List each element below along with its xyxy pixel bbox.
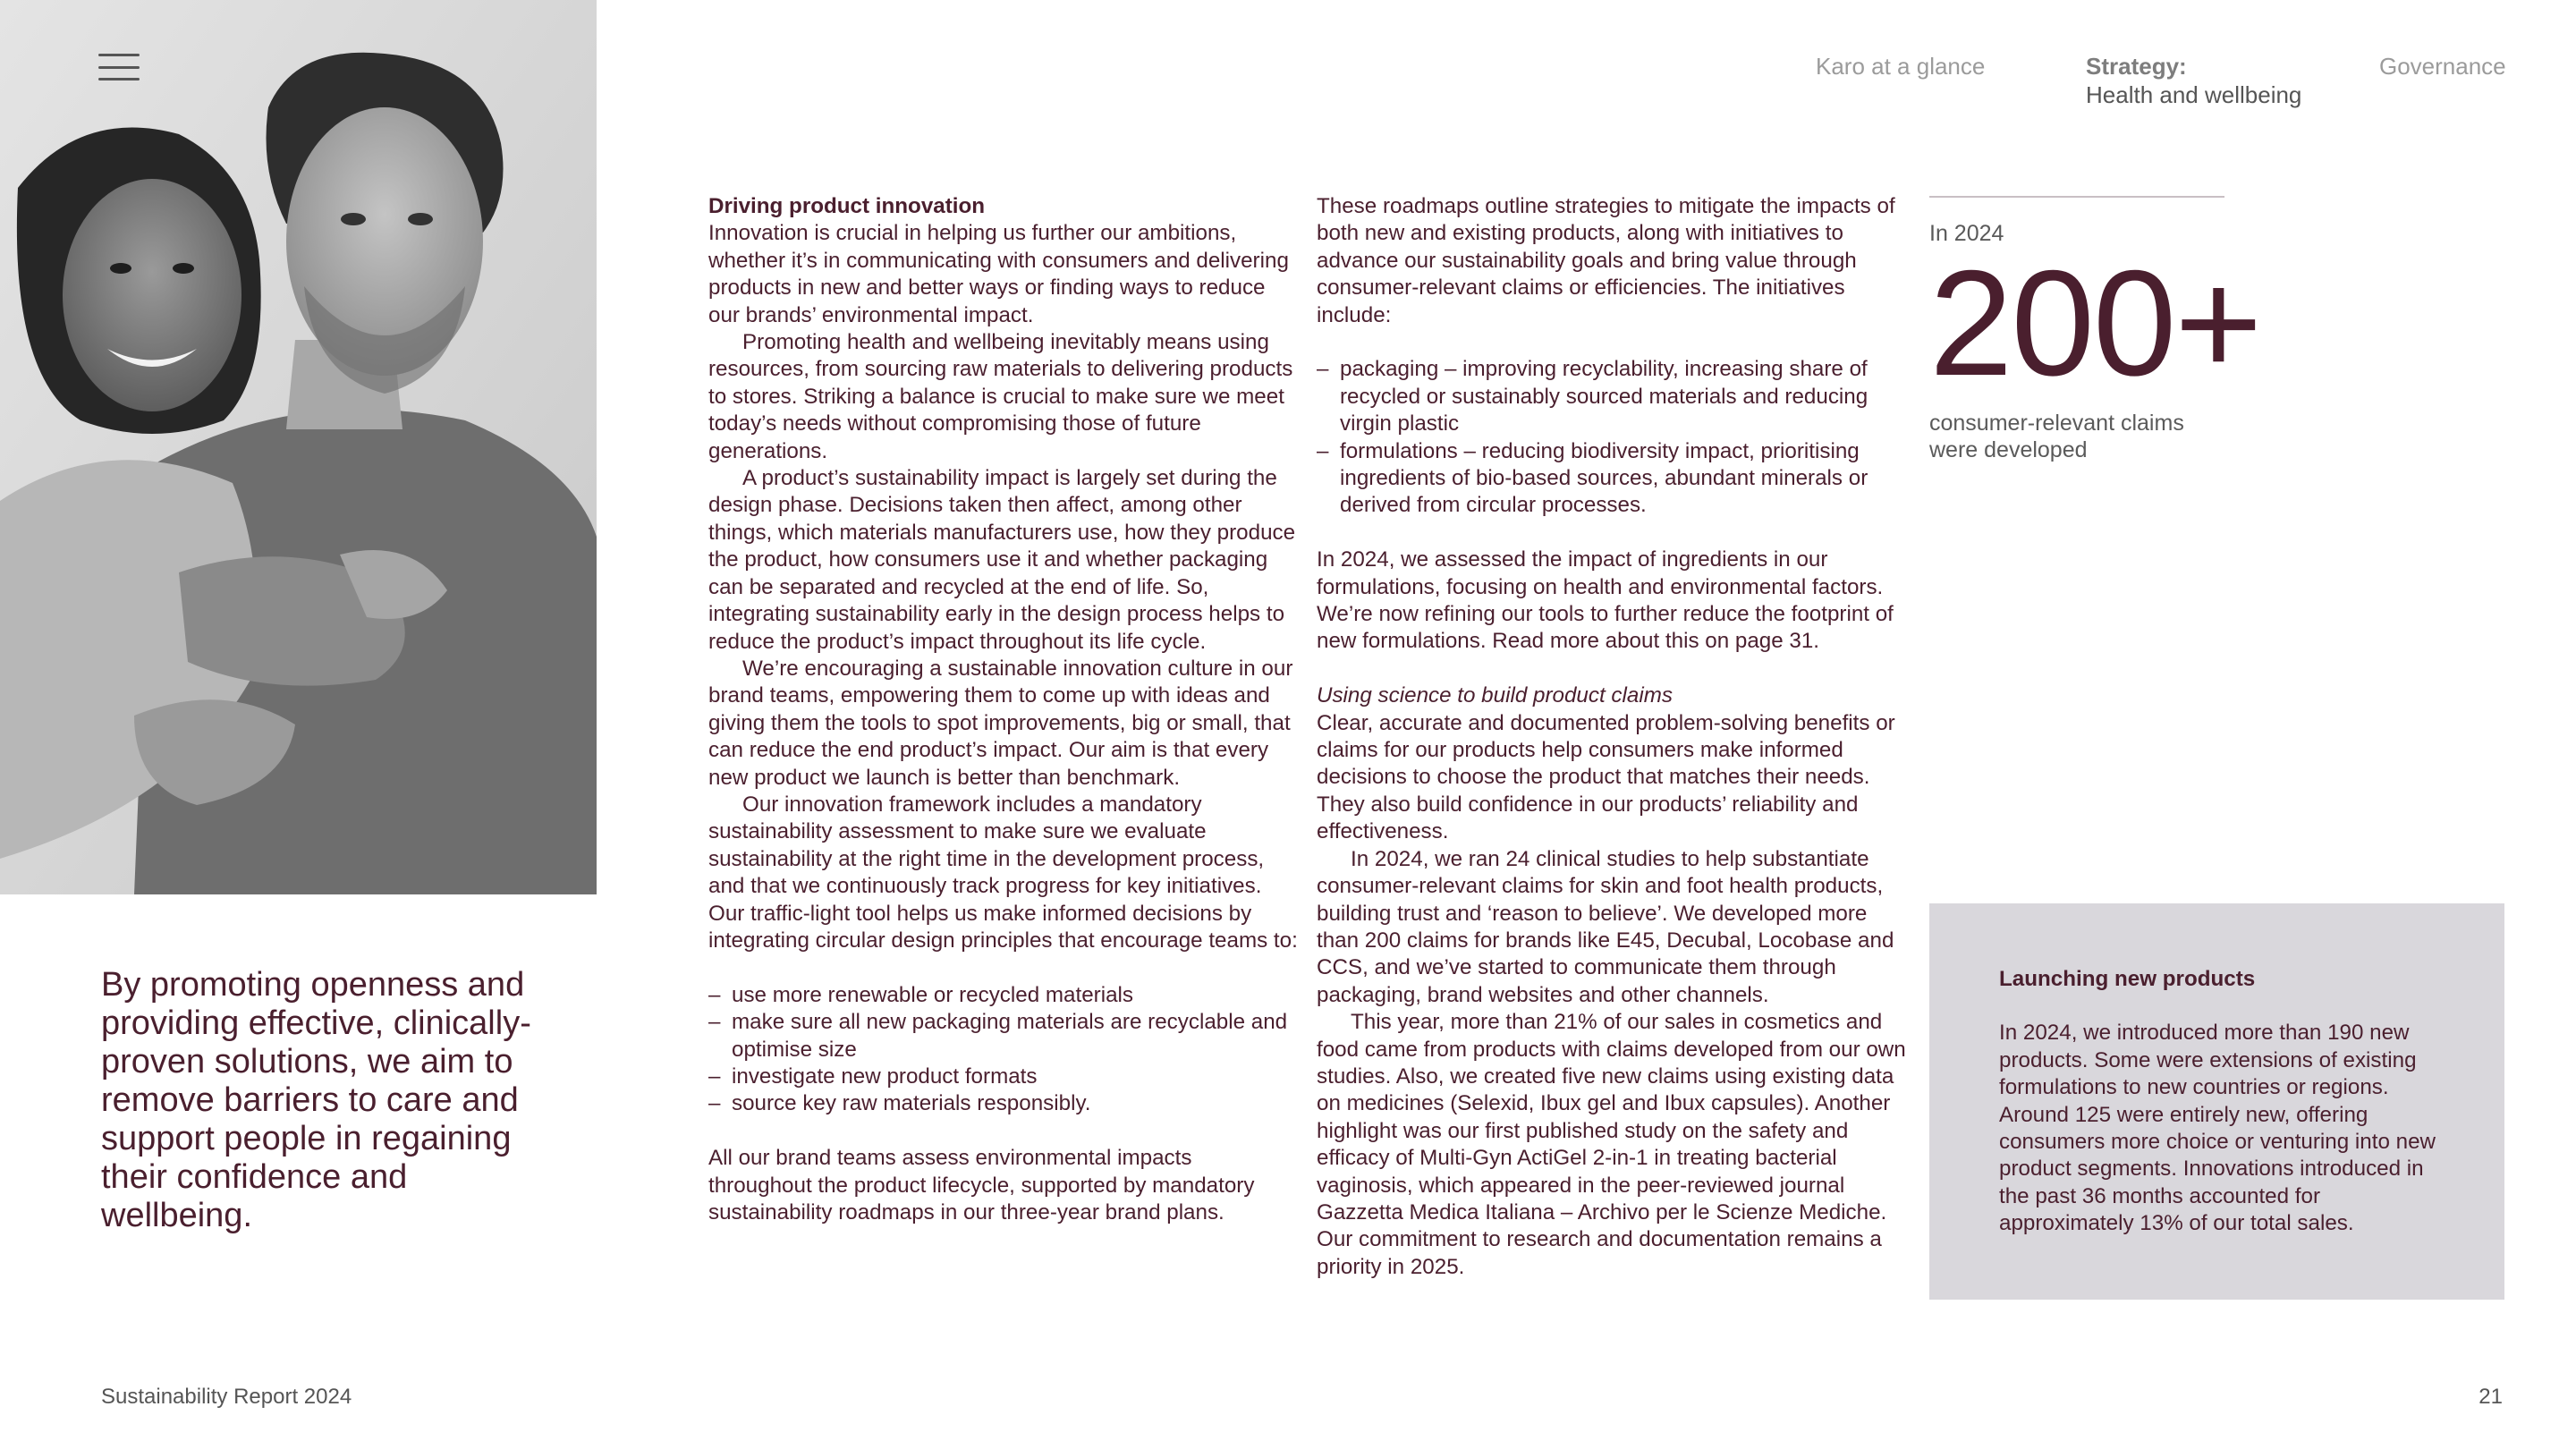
nav-link-strategy[interactable] bbox=[2086, 52, 2301, 109]
body-column-1 bbox=[708, 193, 1299, 1226]
stat-year: In 2024 bbox=[1929, 221, 2004, 246]
paragraph: Our innovation framework includes a mandatory sustainability assessment to make sure we evaluate sustainability at the right time in the development process, and that we continuously track progress for key initiatives. Our traffic-light tool helps us make informed decisions by integrating circular design principles that encourage teams to: bbox=[708, 792, 1298, 953]
box-title: Launching new products bbox=[1999, 967, 2256, 991]
stat-value: 200+ bbox=[1929, 239, 2261, 407]
pull-quote: By promoting openness and providing effective, clinically-proven solutions, we aim to remove barriers to care and support people in regaining their confidence and wellbeing. bbox=[101, 966, 531, 1234]
bullet-list bbox=[708, 982, 1299, 1118]
box-text: In 2024, we introduced more than 190 new products. Some were extensions of existing formulations to new countries or regions. Around 125 were entirely new, offering consumers more choice or venturing into new product segments. Innovations introduced in the past 36 months accounted for approximately 13% of our total sales. bbox=[1999, 1021, 2436, 1236]
paragraph: Clear, accurate and documented problem-solving benefits or claims for our products help consumers make informed decisions to choose the product that matches their needs. They also build confidence in our products’ reliability and effectiveness. bbox=[1317, 710, 1895, 844]
list-item: – packaging – improving recyclability, increasing share of recycled or sustainably sourced materials and reducing virgin plastic bbox=[1317, 356, 1907, 437]
paragraph: In 2024, we ran 24 clinical studies to help substantiate consumer-relevant claims for skin and foot health products, building trust and ‘reason to believe’. We developed more than 200 claims for brands like E45, Decubal, Locobase and CCS, and we’ve started to communicate them through packaging, brand websites and other channels. bbox=[1317, 846, 1894, 1007]
section-heading: Driving product innovation bbox=[708, 194, 986, 218]
nav-link-governance[interactable]: Governance bbox=[2379, 53, 2506, 80]
bullet-list bbox=[1317, 356, 1907, 519]
stat-caption: consumer-relevant claims were developed bbox=[1929, 411, 2184, 462]
nav-strategy-label: Strategy: bbox=[2086, 53, 2187, 80]
divider bbox=[1929, 196, 2224, 198]
list-item: – investigate new product formats bbox=[708, 1063, 1299, 1090]
paragraph: In 2024, we assessed the impact of ingredients in our formulations, focusing on health and environmental factors. We’re now refining our tools to further reduce the footprint of new formulations. Read more about this on page 31. bbox=[1317, 547, 1894, 654]
nav-link-karo-at-a-glance[interactable]: Karo at a glance bbox=[1816, 53, 1986, 80]
paragraph: We’re encouraging a sustainable innovation culture in our brand teams, empowering them to come up with ideas and giving them the tools to spot improvements, big or small, that can reduce the end product’s impact. Our aim is that every new product we launch is better than benchmark. bbox=[708, 656, 1293, 790]
launching-new-products-box bbox=[1929, 903, 2504, 1300]
couple-photo-illustration bbox=[0, 0, 597, 894]
paragraph: All our brand teams assess environmental impacts throughout the product lifecycle, supported by mandatory sustainability roadmaps in our three-year brand plans. bbox=[708, 1146, 1255, 1224]
sub-heading: Using science to build product claims bbox=[1317, 683, 1673, 708]
paragraph: A product’s sustainability impact is largely set during the design phase. Decisions taken then affect, among other things, which materials manufacturers use, how they produce the product, how consumers use it and whether packaging can be separated and recycled at the end of life. So, integrating sustainability early in the design process helps to reduce the product’s impact throughout its life cycle. bbox=[708, 466, 1296, 654]
paragraph: Promoting health and wellbeing inevitably means using resources, from sourcing raw materials to delivering products to stores. Striking a balance is crucial to make sure we meet today’s needs without compromising those of future generations. bbox=[708, 330, 1293, 463]
paragraph: This year, more than 21% of our sales in cosmetics and food came from products with claims developed from our own studies. Also, we created five new claims using existing data on medicines (Selexid, Ibux gel and Ibux capsules). Another highlight was our first published study on the safety and efficacy of Multi-Gyn ActiGel 2-in-1 in treating bacterial vaginosis, which appeared in the peer-reviewed journal Gazzetta Medica Italiana – Archivo per le Scienze Mediche. Our commitment to research and documentation remains a priority in 2025. bbox=[1317, 1010, 1906, 1279]
page-number: 21 bbox=[2479, 1385, 2503, 1409]
paragraph: These roadmaps outline strategies to mitigate the impacts of both new and existing products, along with initiatives to advance our sustainability goals and bring value through consumer-relevant claims or efficiencies. The initiatives include: bbox=[1317, 194, 1895, 327]
list-item: – make sure all new packaging materials are recyclable and optimise size bbox=[708, 1009, 1299, 1063]
list-item: – formulations – reducing biodiversity impact, prioritising ingredients of bio-based sources, abundant minerals or derived from circular processes. bbox=[1317, 438, 1907, 520]
paragraph: Innovation is crucial in helping us further our ambitions, whether it’s in communicating with consumers and delivering products in new and better ways or finding ways to reduce our brands’ environmental impact. bbox=[708, 221, 1289, 327]
footer-report-title: Sustainability Report 2024 bbox=[101, 1385, 352, 1409]
nav-strategy-sub: Health and wellbeing bbox=[2086, 81, 2302, 108]
hero-photo bbox=[0, 0, 597, 894]
top-navigation bbox=[0, 52, 2576, 123]
list-item: – use more renewable or recycled materials bbox=[708, 982, 1299, 1009]
stat-callout bbox=[1929, 196, 2261, 463]
body-column-2 bbox=[1317, 193, 1907, 1281]
list-item: – source key raw materials responsibly. bbox=[708, 1090, 1299, 1117]
